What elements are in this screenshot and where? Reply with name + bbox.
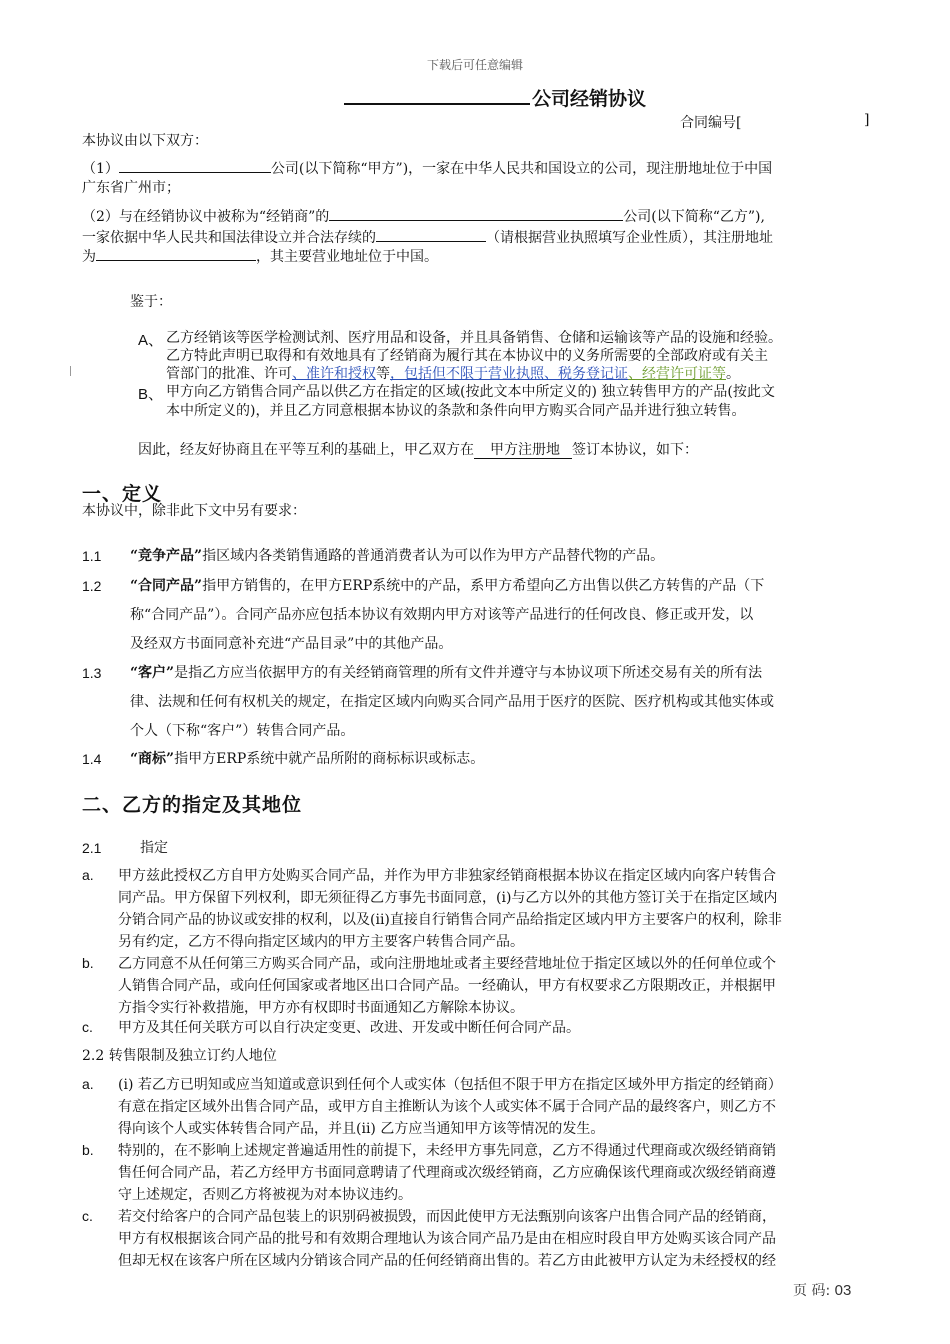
- title-text: 公司经销协议: [531, 88, 646, 110]
- def-1-2-text: 指甲方销售的，在甲方ERP系统中的产品，系甲方希望向乙方出售以供乙方转售的产品（下: [202, 578, 765, 594]
- party2-line2-head: 一家依据中华人民共和国法律设立并合法存续的: [82, 230, 376, 246]
- party1-line1: [82, 157, 772, 180]
- therefore-place: 甲方注册地: [474, 442, 572, 459]
- section1-intro: 本协议中，除非此下文中另有要求：: [82, 503, 306, 519]
- def-1-2-line2: 称“合同产品”）。合同产品亦应包括本协议有效期内甲方对该等产品进行的任何改良、修正或开发，以: [130, 607, 754, 623]
- watermark-text: 下载后可任意编辑: [426, 58, 523, 72]
- def-1-1-term: “竞争产品”: [130, 548, 203, 564]
- clause-2-2-b-line: 售任何合同产品，若乙方经甲方书面同意聘请了代理商或次级经销商，乙方应确保该代理商或次级经销商遵: [118, 1165, 776, 1181]
- def-1-2-term: “合同产品”: [130, 578, 203, 594]
- party2-line3-head: 为: [82, 249, 96, 265]
- recital-a-line3-e: 、经营许可证等: [628, 366, 726, 382]
- clause-2-2-c-label: c.: [82, 1208, 93, 1224]
- therefore-clause: [138, 440, 698, 461]
- section1-heading: 一、定义: [82, 483, 163, 505]
- recital-a-line1: 乙方经销该等医学检测试剂、医疗用品和设备，并且具备销售、仓储和运输该等产品的设施和经验。: [166, 330, 782, 346]
- def-1-2-num: 1.2: [82, 578, 102, 594]
- def-1-2-line3: 及经双方书面同意补充进“产品目录”中的其他产品。: [130, 636, 453, 652]
- recital-a-line3-a: 管部门的批准、许可: [166, 366, 292, 382]
- recital-a-line3-d: ，包括但不限于营业执照、税务登记证: [390, 366, 628, 382]
- clause-2-2-b-line: 守上述规定，否则乙方将被视为对本协议违约。: [118, 1187, 412, 1203]
- clause-2-2-c-line: 但却无权在该客户所在区域内分销该合同产品的任何经销商出售的。若乙方由此被甲方认定为未经授权的经: [118, 1253, 776, 1269]
- party1-blank: [119, 157, 271, 173]
- party2-line3-tail: ，其主要营业地址位于中国。: [256, 249, 438, 265]
- title-blank: [344, 85, 530, 105]
- clause-2-1-b-line: 人销售合同产品，或向任何国家或者地区出口合同产品。一经确认，甲方有权要求乙方限期改正，并根据甲: [118, 978, 776, 994]
- therefore-head: 因此，经友好协商且在平等互利的基础上，甲乙双方在: [138, 442, 474, 458]
- def-1-3-term: “客户”: [130, 665, 175, 681]
- party2-line1: [82, 205, 765, 228]
- def-1-4-term: “商标”: [130, 751, 175, 767]
- def-1-3-line2: 律、法规和任何有权机关的规定，在指定区域内向购买合同产品用于医疗的医院、医疗机构或其他实体或: [130, 694, 774, 710]
- clause-2-2-b-line: 特别的，在不影响上述规定普遍适用性的前提下，未经甲方事先同意，乙方不得通过代理商或次级经销商销: [118, 1143, 776, 1159]
- party2-line3: [82, 245, 438, 268]
- clause-2-1-b-line: 方指令实行补救措施，甲方亦有权即时书面通知乙方解除本协议。: [118, 1000, 524, 1016]
- document-title: [0, 84, 950, 111]
- def-1-3-line3: 个人（下称“客户”）转售合同产品。: [130, 723, 355, 739]
- clause-2-1-a-label: a.: [82, 867, 94, 883]
- party1-line2: 广东省广州市；: [82, 180, 180, 196]
- sub-2-1-label: 指定: [140, 840, 168, 856]
- recital-b-line2: 本中所定义的)，并且乙方同意根据本协议的条款和条件向甲方购买合同产品并进行独立转售。: [166, 403, 746, 419]
- clause-2-1-a-line: 甲方兹此授权乙方自甲方处购买合同产品，并作为甲方非独家经销商根据本协议在指定区域内向客户转售合: [118, 868, 776, 884]
- clause-2-2-c: [118, 1206, 776, 1272]
- clause-2-1-a: [118, 865, 782, 953]
- contract-number-close: ]: [864, 112, 870, 128]
- clause-2-2-c-line: 若交付给客户的合同产品包装上的识别码被损毁，而因此使甲方无法甄别向该客户出售合同产品的经销商，: [118, 1209, 776, 1225]
- clause-2-2-a-line: 得向该个人或实体转售合同产品，并且(ii) 乙方应当通知甲方该等情况的发生。: [118, 1121, 605, 1137]
- def-1-3-text: 是指乙方应当依据甲方的有关经销商管理的所有文件并遵守与本协议项下所述交易有关的所有法: [174, 665, 763, 681]
- party2-prefix: （2）与在经销协议中被称为“经销商”的: [82, 209, 330, 225]
- intro-text: 本协议由以下双方：: [82, 133, 208, 149]
- party1-tail: 公司(以下简称“甲方”)，一家在中华人民共和国设立的公司，现注册地址位于中国: [270, 161, 773, 177]
- clause-2-2-b-label: b.: [82, 1142, 94, 1158]
- clause-2-1-b-label: b.: [82, 955, 94, 971]
- party2-tail: 公司(以下简称“乙方”),: [623, 209, 765, 225]
- recital-a-line2: 乙方特此声明已取得和有效地具有了经销商为履行其在本协议中的义务所需要的全部政府或有关主: [166, 348, 768, 364]
- party2-type-blank: [376, 226, 486, 242]
- party2-blank: [329, 205, 623, 221]
- clause-2-1-b: [118, 953, 776, 1019]
- page-number: [793, 1280, 851, 1300]
- page-number-label: 页 码:: [793, 1283, 831, 1299]
- clause-2-1-c-label: c.: [82, 1019, 93, 1035]
- clause-2-2-a: [118, 1074, 782, 1140]
- sub-2-2-label: 2.2 转售限制及独立订约人地位: [82, 1048, 277, 1064]
- clause-2-1-c-line: 甲方及其任何关联方可以自行决定变更、改进、开发或中断任何合同产品。: [118, 1020, 580, 1036]
- recital-a-line3-b: 、准许和授权: [292, 366, 376, 382]
- recital-b-label: B、: [138, 386, 164, 403]
- contract-number-label: 合同编号[: [680, 115, 742, 131]
- def-1-3-num: 1.3: [82, 665, 102, 681]
- section2-heading: 二、乙方的指定及其地位: [82, 794, 303, 816]
- def-1-2: [130, 572, 764, 601]
- recital-b-line1: 甲方向乙方销售合同产品以供乙方在指定的区域(按此文本中所定义的) 独立转售甲方的产品(按此文: [166, 384, 775, 400]
- def-1-3: [130, 659, 762, 688]
- contract-number: [680, 112, 870, 132]
- recital-a-line3-c: 等: [376, 366, 390, 382]
- therefore-tail: 签订本协议，如下：: [572, 442, 698, 458]
- sub-2-1-num: 2.1: [82, 840, 102, 856]
- def-1-1-text: 指区域内各类销售通路的普通消费者认为可以作为甲方产品替代物的产品。: [202, 548, 665, 564]
- clause-2-1-a-line: 分销合同产品的协议或安排的权利，以及(ii)直接自行销售合同产品给指定区域内甲方主要客户的权利，除非: [118, 912, 782, 928]
- def-1-4: [130, 745, 484, 774]
- clause-2-1-a-line: 同产品。甲方保留下列权利，即无须征得乙方事先书面同意，(i)与乙方以外的其他方签订关于在指定区域内: [118, 890, 778, 906]
- party1-prefix: （1）: [82, 161, 119, 177]
- clause-2-2-a-label: a.: [82, 1076, 94, 1092]
- recital-a-label: A、: [138, 332, 164, 349]
- clause-2-2-a-line: (i) 若乙方已明知或应当知道或意识到任何个人或实体（包括但不限于甲方在指定区域外甲方指定的经销商）: [118, 1077, 782, 1093]
- recital-a-line3-f: 。: [726, 366, 740, 382]
- clause-2-2-c-line: 甲方有权根据该合同产品的批号和有效期合理地认为该合同产品乃是由在相应时段自甲方处购买该合同产品: [118, 1231, 776, 1247]
- whereas-label: 鉴于：: [130, 294, 172, 310]
- clause-2-1-a-line: 另有约定，乙方不得向指定区域内的甲方主要客户转售合同产品。: [118, 934, 524, 950]
- def-1-4-num: 1.4: [82, 751, 102, 767]
- def-1-1: [130, 542, 664, 571]
- revision-marker: [70, 366, 72, 376]
- party2-address-blank: [96, 245, 256, 261]
- clause-2-1-b-line: 乙方同意不从任何第三方购买合同产品，或向注册地址或者主要经营地址位于指定区域以外的任何单位或个: [118, 956, 776, 972]
- party2-line2-tail: （请根据营业执照填写企业性质），其注册地址: [486, 230, 773, 246]
- clause-2-1-c: [118, 1017, 580, 1039]
- clause-2-2-a-line: 有意在指定区域外出售合同产品，或甲方自主推断认为该个人或实体不属于合同产品的最终客户，则乙方不: [118, 1099, 776, 1115]
- clause-2-2-b: [118, 1140, 776, 1206]
- def-1-1-num: 1.1: [82, 548, 102, 564]
- def-1-4-text: 指甲方ERP系统中就产品所附的商标标识或标志。: [174, 751, 485, 767]
- page-number-value: 03: [834, 1282, 852, 1299]
